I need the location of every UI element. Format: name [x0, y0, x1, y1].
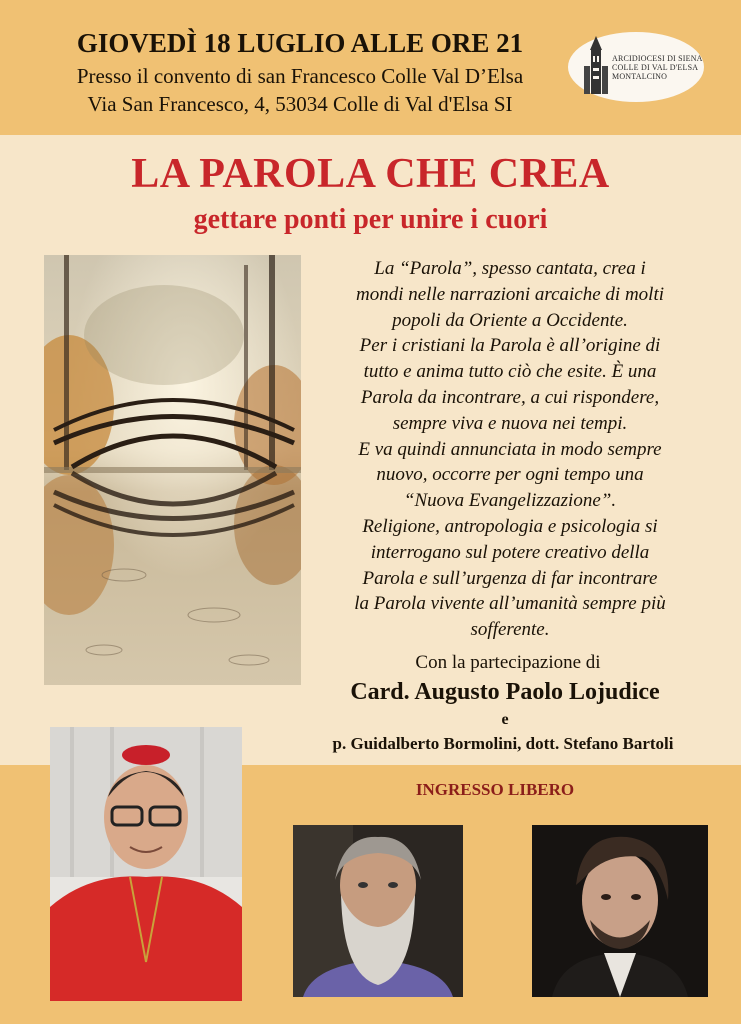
description-line: “Nuova Evangelizzazione”.	[403, 490, 617, 512]
description-text	[320, 256, 700, 643]
venue-name: Presso il convento di san Francesco Colle Val D’Elsa	[76, 64, 524, 88]
description-line: sofferente.	[470, 619, 550, 641]
description-line: interrogano sul potere creativo della	[370, 541, 650, 563]
cathedral-icon	[582, 36, 610, 94]
description-line: mondi nelle narrazioni arcaiche di molti	[355, 283, 665, 305]
participation-intro: Con la partecipazione di	[415, 652, 601, 673]
description-line: Per i cristiani la Parola è all’origine di	[359, 335, 661, 357]
description-line: sempre viva e nuova nei tempi.	[392, 412, 628, 434]
event-date: GIOVEDÌ 18 LUGLIO ALLE ORE 21	[76, 28, 524, 58]
description-line: popoli da Oriente a Occidente.	[392, 309, 628, 331]
description-line: la Parola vivente all’umanità sempre più	[354, 593, 666, 615]
venue-address: Via San Francesco, 4, 53034 Colle di Val d'Elsa SI	[87, 92, 513, 116]
cardinal-photo	[50, 727, 242, 1001]
description-line: La “Parola”, spesso cantata, crea i	[374, 258, 646, 279]
conjunction: e	[501, 711, 509, 728]
description-line: nuovo, occorre per ogni tempo una	[376, 464, 644, 486]
description-line: Parola e sull’urgenza di far incontrare	[362, 567, 658, 589]
description-line: E va quindi annunciata in modo sempre	[358, 438, 662, 460]
bormolini-photo	[293, 825, 463, 997]
description-line: Religione, antropologia e psicologia si	[362, 515, 658, 537]
other-guests: p. Guidalberto Bormolini, dott. Stefano Bartoli	[332, 734, 674, 753]
logo-text: ARCIDIOCESI DI SIENA COLLE DI VAL D'ELSA MONTALCINO	[612, 54, 703, 81]
free-entry-label: INGRESSO LIBERO	[415, 780, 575, 799]
main-guest-name: Card. Augusto Paolo Lojudice	[350, 679, 660, 705]
bridge-reflection-image	[44, 255, 301, 685]
page-title: LA PAROLA CHE CREA	[131, 151, 610, 197]
bartoli-photo	[532, 825, 708, 997]
page-subtitle: gettare ponti per unire i cuori	[193, 204, 548, 235]
description-line: Parola da incontrare, a cui rispondere,	[360, 386, 660, 408]
description-line: tutto e anima tutto ciò che esite. È una	[363, 361, 657, 383]
